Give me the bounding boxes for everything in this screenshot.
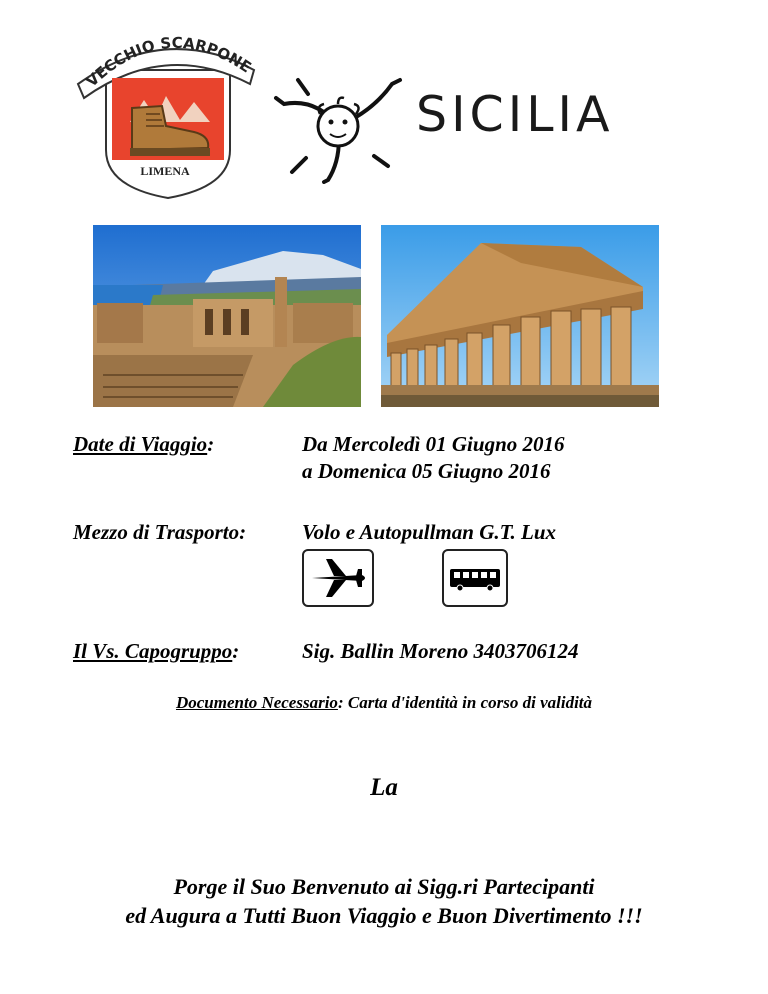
transport-value: Volo e Autopullman G.T. Lux <box>302 520 557 544</box>
leader-label-text: Il Vs. Capogruppo <box>73 639 233 663</box>
document-value: Carta d'identità in corso di validità <box>347 693 593 712</box>
dates-label: Date di Viaggio: <box>73 432 215 456</box>
taormina-theatre-etna-photo <box>93 225 361 407</box>
logo-top-text: VECCHIO SCARPONE <box>82 33 255 91</box>
airplane-icon <box>302 549 374 607</box>
leader-value: Sig. Ballin Moreno 3403706124 <box>302 639 579 663</box>
page-title: SICILIA <box>416 86 614 143</box>
transport-label: Mezzo di Trasporto: <box>73 520 247 544</box>
dates-label-text: Date di Viaggio <box>73 432 208 456</box>
closing-message <box>0 872 768 930</box>
closing-line-2: ed Augura a Tutti Buon Viaggio e Buon Divertimento !!! <box>125 903 643 928</box>
agrigento-temple-photo <box>381 225 659 407</box>
club-logo <box>70 22 260 200</box>
dates-line-2: a Domenica 05 Giugno 2016 <box>302 459 551 483</box>
document-line: Documento Necessario: Carta d'identità in corso di validità <box>175 693 593 712</box>
logo-bottom-text: LIMENA <box>140 164 190 178</box>
document-label: Documento Necessario <box>175 693 338 712</box>
closing-line-1: Porge il Suo Benvenuto ai Sigg.ri Partecipanti <box>173 874 595 899</box>
bus-icon <box>442 549 508 607</box>
dates-line-1: Da Mercoledì 01 Giugno 2016 <box>302 432 565 456</box>
leader-label: Il Vs. Capogruppo: <box>73 639 240 663</box>
dates-value <box>302 431 565 485</box>
trinacria-icon <box>272 68 406 184</box>
closing-la: La <box>370 774 398 801</box>
